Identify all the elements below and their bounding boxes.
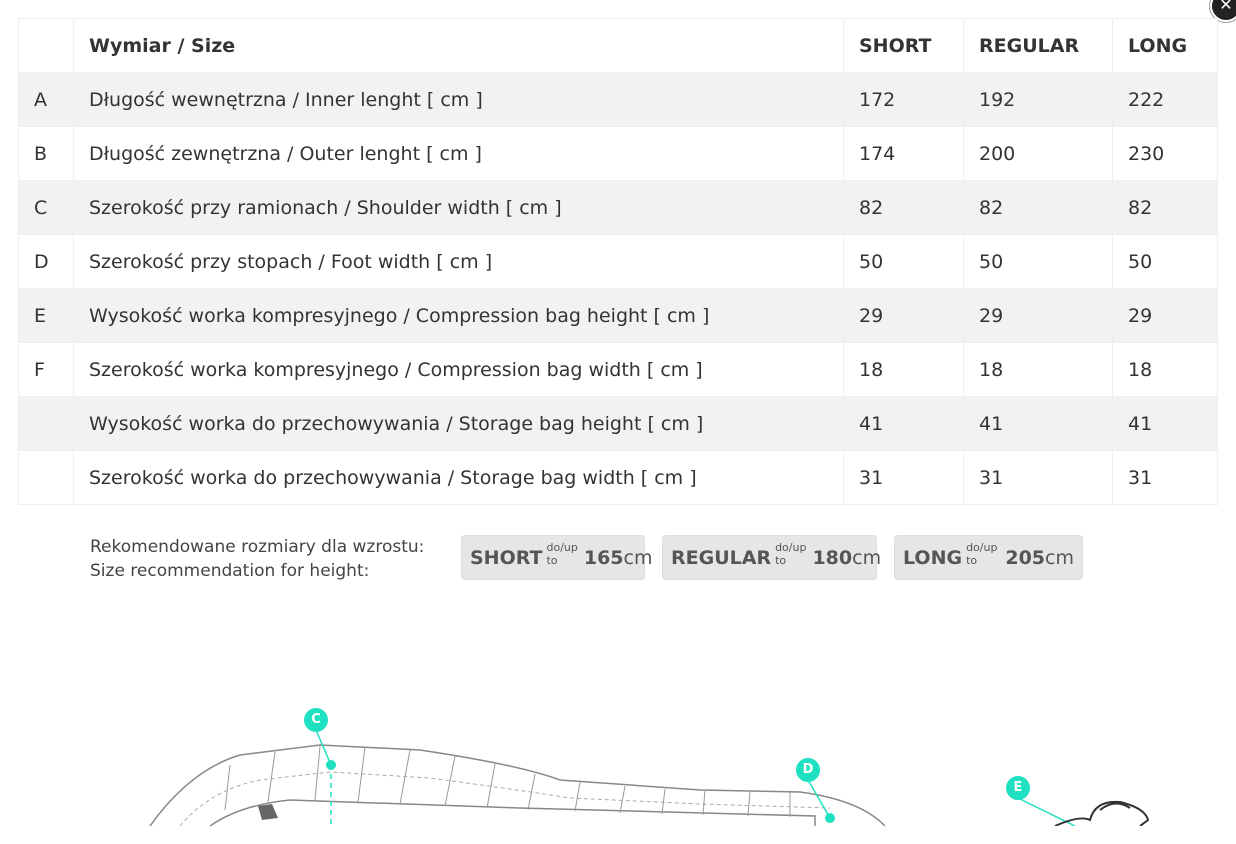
pill-upto: do/up to — [966, 540, 998, 567]
table-cell: 31 — [1113, 451, 1218, 505]
table-row — [19, 181, 1218, 235]
table-cell: 82 — [1113, 181, 1218, 235]
table-cell: C — [19, 181, 74, 235]
table-header-cell — [19, 19, 74, 73]
size-pill-long — [894, 535, 1083, 580]
table-cell — [19, 451, 74, 505]
table-cell: D — [19, 235, 74, 289]
table-cell: F — [19, 343, 74, 397]
size-pill-regular — [662, 535, 882, 580]
table-cell: Wysokość worka do przechowywania / Storage bag height [ cm ] — [74, 397, 844, 451]
pill-value: 205 — [1005, 546, 1046, 569]
table-cell: Szerokość worka do przechowywania / Storage bag width [ cm ] — [74, 451, 844, 505]
table-cell: 41 — [964, 397, 1113, 451]
table-cell: 192 — [964, 73, 1113, 127]
table-cell: 41 — [844, 397, 964, 451]
table-cell: E — [19, 289, 74, 343]
table-header-cell: SHORT — [844, 19, 964, 73]
recommendation-line-en: Size recommendation for height: — [90, 561, 370, 581]
recommendation-line-pl: Rekomendowane rozmiary dla wzrostu: — [90, 537, 425, 557]
table-cell: 230 — [1113, 127, 1218, 181]
callout-c: C — [304, 708, 328, 732]
table-row — [19, 451, 1218, 505]
size-pill-short — [461, 535, 653, 580]
table-row — [19, 127, 1218, 181]
callout-e: E — [1006, 776, 1030, 800]
table-cell: 18 — [1113, 343, 1218, 397]
pill-value: 180 — [812, 546, 853, 569]
size-table — [18, 18, 1218, 505]
table-row — [19, 343, 1218, 397]
pill-size: REGULAR — [671, 546, 772, 569]
pill-upto: do/up to — [775, 540, 807, 567]
table-row — [19, 235, 1218, 289]
table-cell: Długość zewnętrzna / Outer lenght [ cm ] — [74, 127, 844, 181]
table-cell: B — [19, 127, 74, 181]
table-header-cell: REGULAR — [964, 19, 1113, 73]
table-cell: 29 — [964, 289, 1113, 343]
pill-value: 165 — [583, 546, 624, 569]
table-cell: Wysokość worka kompresyjnego / Compression bag height [ cm ] — [74, 289, 844, 343]
table-row — [19, 397, 1218, 451]
table-cell: 82 — [844, 181, 964, 235]
table-cell — [19, 397, 74, 451]
table-header-row — [19, 19, 1218, 73]
table-cell: Szerokość worka kompresyjnego / Compression bag width [ cm ] — [74, 343, 844, 397]
table-cell: 18 — [844, 343, 964, 397]
table-cell: 31 — [844, 451, 964, 505]
pill-upto: do/up to — [546, 540, 578, 567]
table-cell: 29 — [1113, 289, 1218, 343]
table-row — [19, 73, 1218, 127]
size-recommendation-label — [90, 535, 424, 583]
pill-size: LONG — [903, 546, 963, 569]
sleeping-bag-illustration — [0, 690, 1236, 826]
table-cell: 41 — [1113, 397, 1218, 451]
pill-size: SHORT — [470, 546, 543, 569]
table-cell: 31 — [964, 451, 1113, 505]
table-cell: 200 — [964, 127, 1113, 181]
close-icon[interactable]: ✕ — [1210, 0, 1236, 22]
table-cell: Szerokość przy ramionach / Shoulder width [ cm ] — [74, 181, 844, 235]
sleeping-bag-drawing — [0, 690, 1236, 826]
table-cell: 82 — [964, 181, 1113, 235]
table-cell: 18 — [964, 343, 1113, 397]
table-row — [19, 289, 1218, 343]
table-cell: A — [19, 73, 74, 127]
callout-d: D — [796, 758, 820, 782]
table-cell: 174 — [844, 127, 964, 181]
table-header-cell: Wymiar / Size — [74, 19, 844, 73]
table-cell: 222 — [1113, 73, 1218, 127]
pill-unit: cm — [852, 546, 882, 569]
pill-unit: cm — [623, 546, 653, 569]
table-cell: 50 — [844, 235, 964, 289]
table-cell: Długość wewnętrzna / Inner lenght [ cm ] — [74, 73, 844, 127]
table-cell: 50 — [964, 235, 1113, 289]
table-cell: 50 — [1113, 235, 1218, 289]
table-header-cell: LONG — [1113, 19, 1218, 73]
modal-bottom-edge — [0, 826, 1236, 844]
table-cell: Szerokość przy stopach / Foot width [ cm ] — [74, 235, 844, 289]
pill-unit: cm — [1045, 546, 1074, 569]
table-cell: 172 — [844, 73, 964, 127]
table-cell: 29 — [844, 289, 964, 343]
